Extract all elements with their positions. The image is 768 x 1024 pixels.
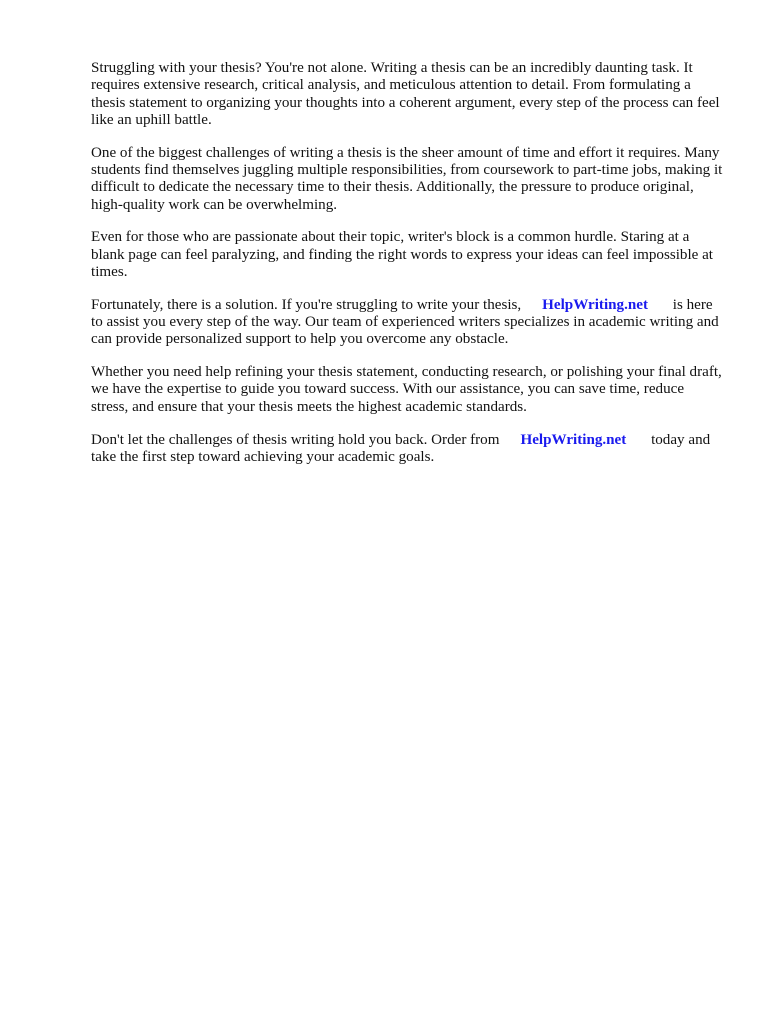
- closing-text-before: Don't let the challenges of thesis writing hold you back. Order from: [91, 431, 500, 448]
- closing-text-after: today and take the first step toward achieving your academic goals.: [91, 431, 711, 465]
- paragraph-challenges: One of the biggest challenges of writing a thesis is the sheer amount of time and effort it requires. Many students find themselves juggling multiple responsibilities, from coursework to part-time jobs, making it difficult to dedicate the necessary time to their thesis. Additionally, the pressure to produce original, high-quality work can be overwhelming.: [91, 144, 723, 213]
- solution-text-before: Fortunately, there is a solution. If you're struggling to write your thesis,: [91, 296, 522, 313]
- paragraph-intro: Struggling with your thesis? You're not alone. Writing a thesis can be an incredibly daunting task. It requires extensive research, critical analysis, and meticulous attention to detail. From formulating a thesis statement to organizing your thoughts into a coherent argument, every step of the process can feel like an uphill battle.: [91, 60, 720, 128]
- helpwriting-order-link[interactable]: HelpWriting.net: [520, 431, 627, 448]
- solution-text-after: is here to assist you every step of the way. Our team of experienced writers specializes in academic writing and can provide personalized support to help you overcome any obstacle.: [91, 296, 719, 348]
- paragraph-solution: [91, 297, 723, 349]
- paragraph-expertise: Whether you need help refining your thesis statement, conducting research, or polishing your final draft, we have the expertise to guide you toward success. With our assistance, you can save time, reduce stress, and ensure that your thesis meets the highest academic standards.: [91, 364, 722, 415]
- helpwriting-link[interactable]: HelpWriting.net: [542, 296, 648, 313]
- paragraph-writers-block: Even for those who are passionate about their topic, writer's block is a common hurdle. Staring at a blank page can feel paralyzing, and finding the right words to express your ideas can feel impossible at times.: [91, 229, 713, 280]
- paragraph-closing: [91, 432, 723, 467]
- document-body: [91, 60, 723, 482]
